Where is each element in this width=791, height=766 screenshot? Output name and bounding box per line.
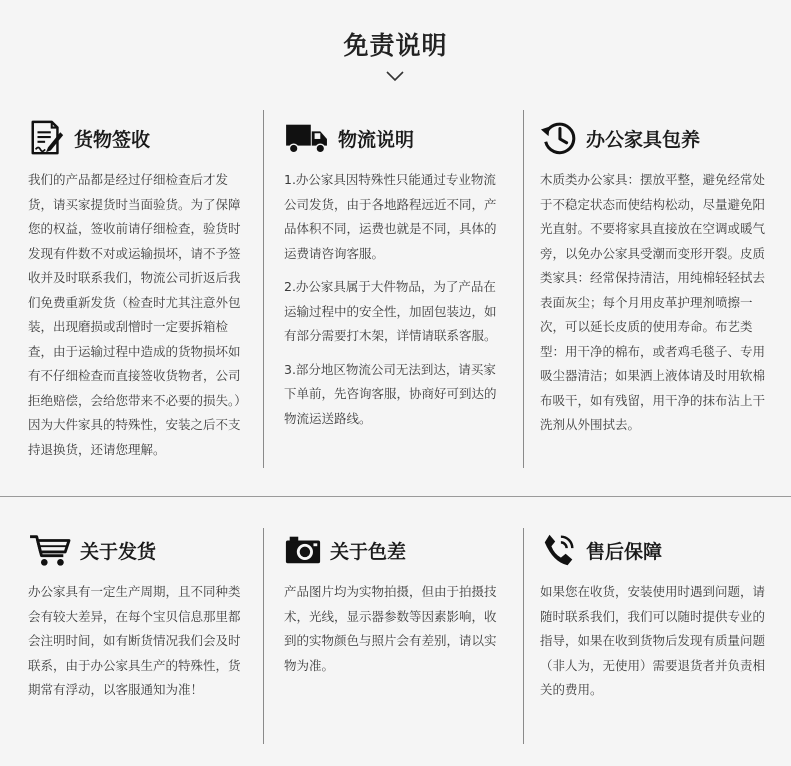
shopping-cart-icon	[28, 531, 72, 569]
section-title: 关于色差	[330, 540, 407, 563]
column-divider	[263, 528, 264, 744]
section-body	[28, 580, 250, 703]
delivery-truck-icon	[284, 119, 330, 157]
section-paragraph: 3.部分地区物流公司无法到达，请买家下单前，先咨询客服，协商好可到达的物流运送路线。	[284, 361, 497, 426]
section-title: 关于发货	[80, 540, 157, 563]
page-title: 免责说明	[343, 31, 448, 60]
section-body	[28, 168, 250, 462]
section-title: 货物签收	[74, 128, 151, 151]
section-paragraph: 办公家具有一定生产周期，且不同种类会有较大差异，在每个宝贝信息那里都会注明时间，如有断货情况我们会及时联系，由于办公家具生产的特殊性，货期常有浮动，以客服通知为准！	[28, 584, 241, 697]
section-color-difference	[284, 528, 506, 678]
column-divider	[523, 528, 524, 744]
section-paragraph: 如果您在收货，安装使用时遇到问题，请随时联系我们，我们可以随时提供专业的指导，如果在收到货物后发现有质量问题（非人为，无使用）需要退货者并负责相关的费用。	[540, 584, 766, 697]
section-paragraph: 2.办公家具属于大件物品，为了产品在运输过程中的安全性，加固包装边，如有部分需要打木架，详情请联系客服。	[284, 279, 497, 343]
section-after-sales	[540, 528, 766, 703]
section-body	[540, 580, 766, 703]
signature-document-icon	[28, 119, 66, 157]
section-body	[284, 580, 506, 678]
camera-icon	[284, 531, 322, 569]
section-furniture-care	[540, 116, 766, 438]
section-title: 物流说明	[338, 128, 415, 151]
section-body	[540, 168, 766, 438]
section-shipping	[28, 528, 250, 703]
clock-history-icon	[540, 119, 578, 157]
section-title: 售后保障	[586, 540, 663, 563]
section-paragraph: 1.办公家具因特殊性只能通过专业物流公司发货，由于各地路程远近不同，产品体积不同，运费也就是不同，具体的运费请咨询客服。	[284, 172, 497, 261]
column-divider	[263, 110, 264, 468]
section-paragraph: 我们的产品都是经过仔细检查后才发货，请买家提货时当面验货。为了保障您的权益，签收前请仔细检查，验货时发现有件数不对或运输损坏，请不予签收并及时联系我们，物流公司折返后我们免费重新发货（检查时尤其注意外包装，出现磨损或刮憎时一定要拆箱检查，由于运输过程中造成的货物损坏如有不仔细检查而直接签收货物者，公司拒绝赔偿，会给您带来不必要的损失。）因为大件家具的特殊性，安装之后不支持退换货，还请您理解。	[28, 172, 247, 457]
section-paragraph: 木质类办公家具：摆放平整，避免经常处于不稳定状态而使结构松动，尽量避免阳光直射。不要将家具直接放在空调或暖气旁，以免办公家具受潮而变形开裂。皮质类家具：经常保持清洁，用纯棉轻轻拭去表面灰尘；每个月用皮革护理剂喷擦一次，可以延长皮质的使用寿命。布艺类型：用干净的棉布，或者鸡毛毯子、专用吸尘器清洁；如果洒上液体请及时用软棉布吸干，如有残留，用干净的抹布沾上干洗剂从外围拭去。	[540, 172, 766, 432]
chevron-down-icon	[386, 68, 404, 84]
section-goods-receipt	[28, 116, 250, 462]
section-logistics	[284, 116, 507, 431]
section-title: 办公家具包养	[586, 128, 701, 151]
phone-call-icon	[540, 531, 578, 569]
column-divider	[523, 110, 524, 468]
section-paragraph: 产品图片均为实物拍摄，但由于拍摄技术，光线，显示器参数等因素影响，收到的实物颜色与照片会有差别，请以实物为准。	[284, 584, 497, 673]
row-divider	[0, 496, 791, 497]
section-body	[284, 168, 507, 431]
